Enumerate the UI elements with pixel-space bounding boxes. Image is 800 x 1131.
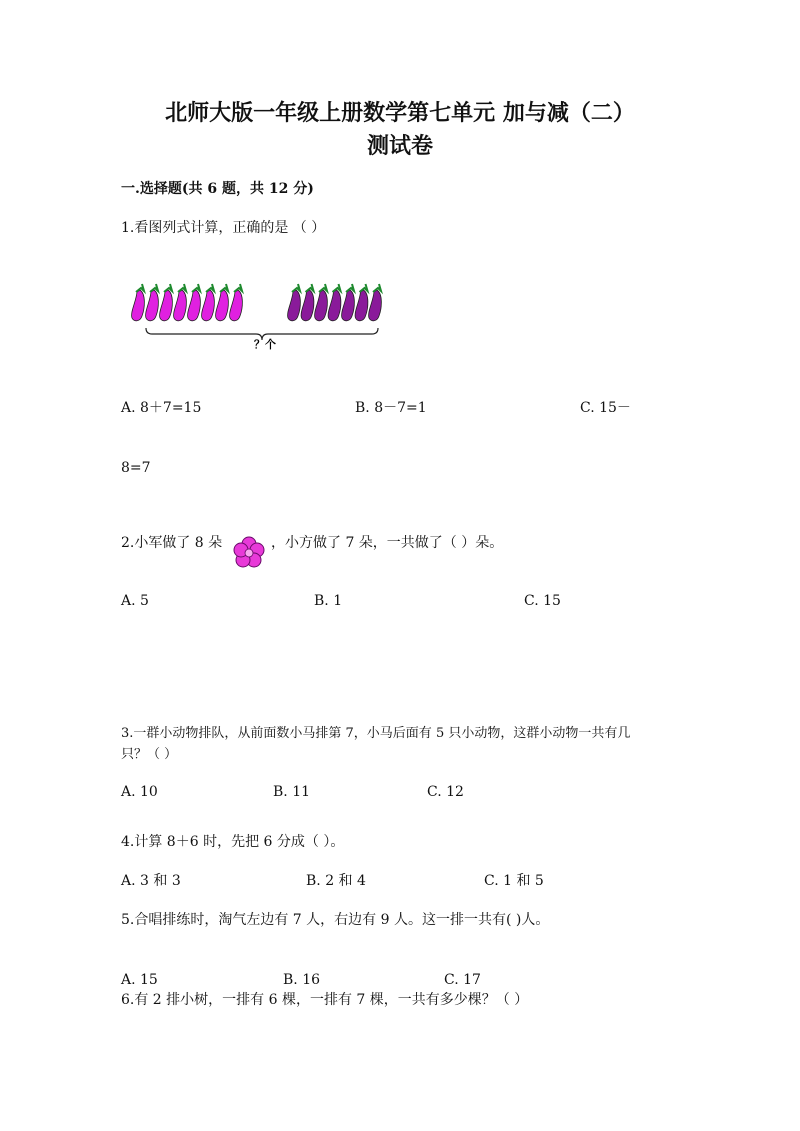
eggplant-icon	[202, 284, 215, 321]
q3-option-b[interactable]: B. 11	[273, 784, 311, 800]
question-3-text-line2: 只？（ ）	[121, 747, 178, 762]
question-2-text-after: ，小方做了 7 朵，一共做了（ ）朵。	[271, 535, 504, 551]
q5-option-b[interactable]: B. 16	[283, 972, 321, 988]
eggplant-icon	[369, 284, 382, 321]
q5-option-a[interactable]: A. 15	[121, 972, 158, 988]
q2-option-b[interactable]: B. 1	[314, 593, 343, 609]
q1-option-c[interactable]: C. 15－	[580, 400, 631, 416]
eggplant-icon	[160, 284, 173, 321]
q3-option-c[interactable]: C. 12	[427, 784, 464, 800]
q2-option-a[interactable]: A. 5	[121, 593, 149, 609]
q1-option-b[interactable]: B. 8－7=1	[355, 400, 427, 416]
eggplant-icon	[328, 284, 341, 321]
eggplant-icon	[288, 284, 301, 321]
q5-option-c[interactable]: C. 17	[444, 972, 481, 988]
eggplant-icon	[355, 284, 368, 321]
q4-option-a[interactable]: A. 3 和 3	[121, 873, 181, 889]
q1-option-a[interactable]: A. 8＋7=15	[121, 400, 202, 416]
eggplant-icon	[132, 284, 145, 321]
page-title: 北师大版一年级上册数学第七单元 加与减（二）	[165, 100, 635, 126]
q4-option-c[interactable]: C. 1 和 5	[484, 873, 544, 889]
question-1-text: 1.看图列式计算，正确的是 （ ）	[121, 220, 326, 236]
q1-option-c-wrap: 8=7	[121, 460, 151, 476]
question-5-text: 5.合唱排练时，淘气左边有 7 人，右边有 9 人。这一排一共有( )人。	[121, 912, 550, 928]
figure-label: ？个	[254, 339, 276, 351]
eggplant-icon	[301, 284, 314, 321]
eggplant-icon	[230, 284, 243, 321]
eggplant-icon	[188, 284, 201, 321]
q3-option-a[interactable]: A. 10	[121, 784, 158, 800]
eggplant-icon	[342, 284, 355, 321]
eggplant-figure	[128, 282, 390, 352]
question-6-text: 6.有 2 排小树，一排有 6 棵，一排有 7 棵，一共有多少棵？（ ）	[121, 992, 529, 1008]
eggplant-icon	[315, 284, 328, 321]
eggplant-icon	[146, 284, 159, 321]
page-subtitle: 测试卷	[366, 133, 433, 159]
question-2-text-before: 2.小军做了 8 朵	[121, 535, 223, 551]
eggplant-icon	[174, 284, 187, 321]
question-4-text: 4.计算 8＋6 时，先把 6 分成（ ）。	[121, 834, 345, 850]
section-heading: 一.选择题(共 6 题，共 12 分)	[121, 181, 314, 197]
eggplant-icon	[216, 284, 229, 321]
q4-option-b[interactable]: B. 2 和 4	[306, 873, 366, 889]
question-3-text-line1: 3.一群小动物排队，从前面数小马排第 7，小马后面有 5 只小动物，这群小动物一共有几	[121, 726, 631, 741]
flower-icon	[232, 535, 266, 569]
q2-option-c[interactable]: C. 15	[524, 593, 561, 609]
